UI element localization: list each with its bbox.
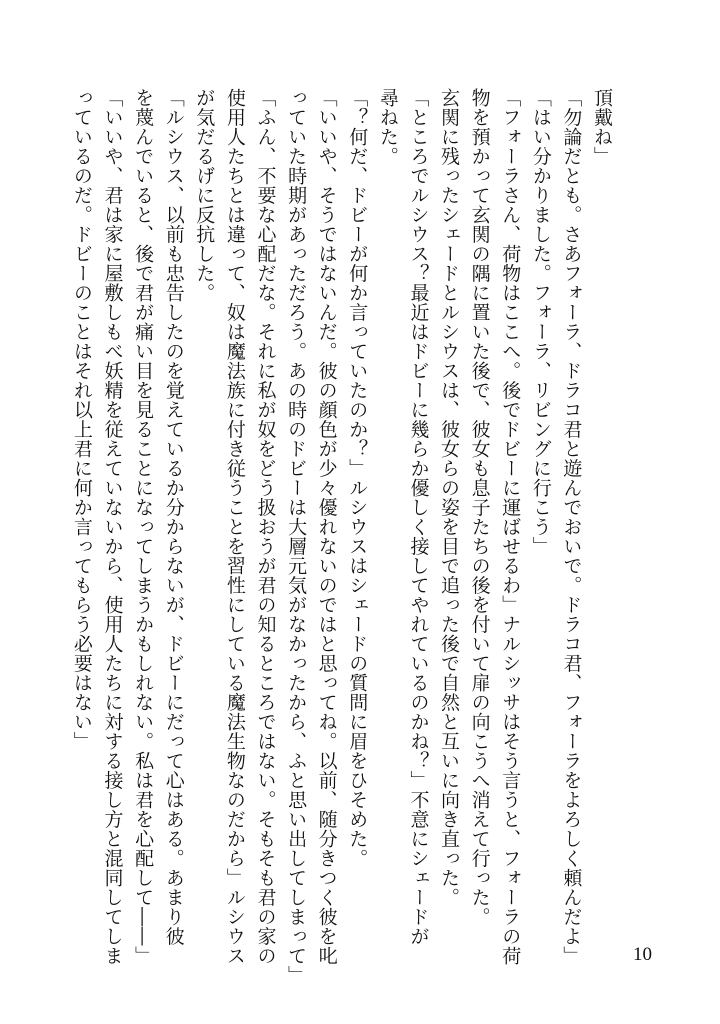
text-line: が気だるげに反抗した。 [193,88,216,303]
text-line: 「？何だ、ドビーが何か言っていたのか？」ルシウスはシェードの質問に眉をひそめた。 [346,88,369,868]
text-line: 頂戴ね」 [591,88,613,166]
vertical-text-body [66,88,617,985]
text-line: 「ふん、不要な心配だな。それに私が奴をどう扱おうが君の知るところではない。そもそも君の家の [254,88,277,966]
text-line: っているのだ。ドビーのことはそれ以上君に何か言ってもらう必要はない」 [70,88,93,751]
page-number: 10 [633,944,652,965]
text-line: を蔑んでいると、後で君が痛い目を見ることになってしまうかもしれない。私は君を心配して――」 [132,88,155,966]
text-line: 「勿論だとも。さあフォーラ、ドラコ君と遊んでおいで。ドラコ君、フォーラをよろしく頼んだよ」 [560,88,583,966]
text-line: 「ルシウス、以前も忠告したのを覚えているか分からないが、ドビーにだって心はある。あまり彼 [162,88,185,946]
text-line: 「いいや、君は家に屋敷しもべ妖精を従えていないから、使用人たちに対する接し方と混同してしま [101,88,124,966]
text-line: 「フォーラさん、荷物はここへ。後でドビーに運ばせるわ」ナルシッサはそう言うと、フォーラの荷 [499,88,522,966]
text-line: 物を預かって玄関の隅に置いた後で、彼女も息子たちの後を付いて扉の向こうへ消えて行った。 [468,88,491,927]
text-line: っていた時期があっただろう。あの時のドビーは大層元気がなかったから、ふと思い出してしまって」 [285,88,308,985]
text-line: 「ところでルシウス？最近はドビーに幾らか優しく接してやれているのかね？」不意にシェードが [407,88,430,946]
text-line: 「いいや、そうではないんだ。彼の顔色が少々優れないのではと思ってね。以前、随分きつく彼を叱 [315,88,338,966]
text-line: 使用人たちとは違って、奴は魔法族に付き従うことを習性にしている魔法生物なのだから」ルシウス [223,88,246,966]
text-line: 玄関に残ったシェードとルシウスは、彼女らの姿を目で追った後で自然と互いに向き直った。 [438,88,461,907]
text-line: 「はい分かりました。フォーラ、リビングに行こう」 [529,88,552,556]
text-line: 尋ねた。 [376,88,399,166]
